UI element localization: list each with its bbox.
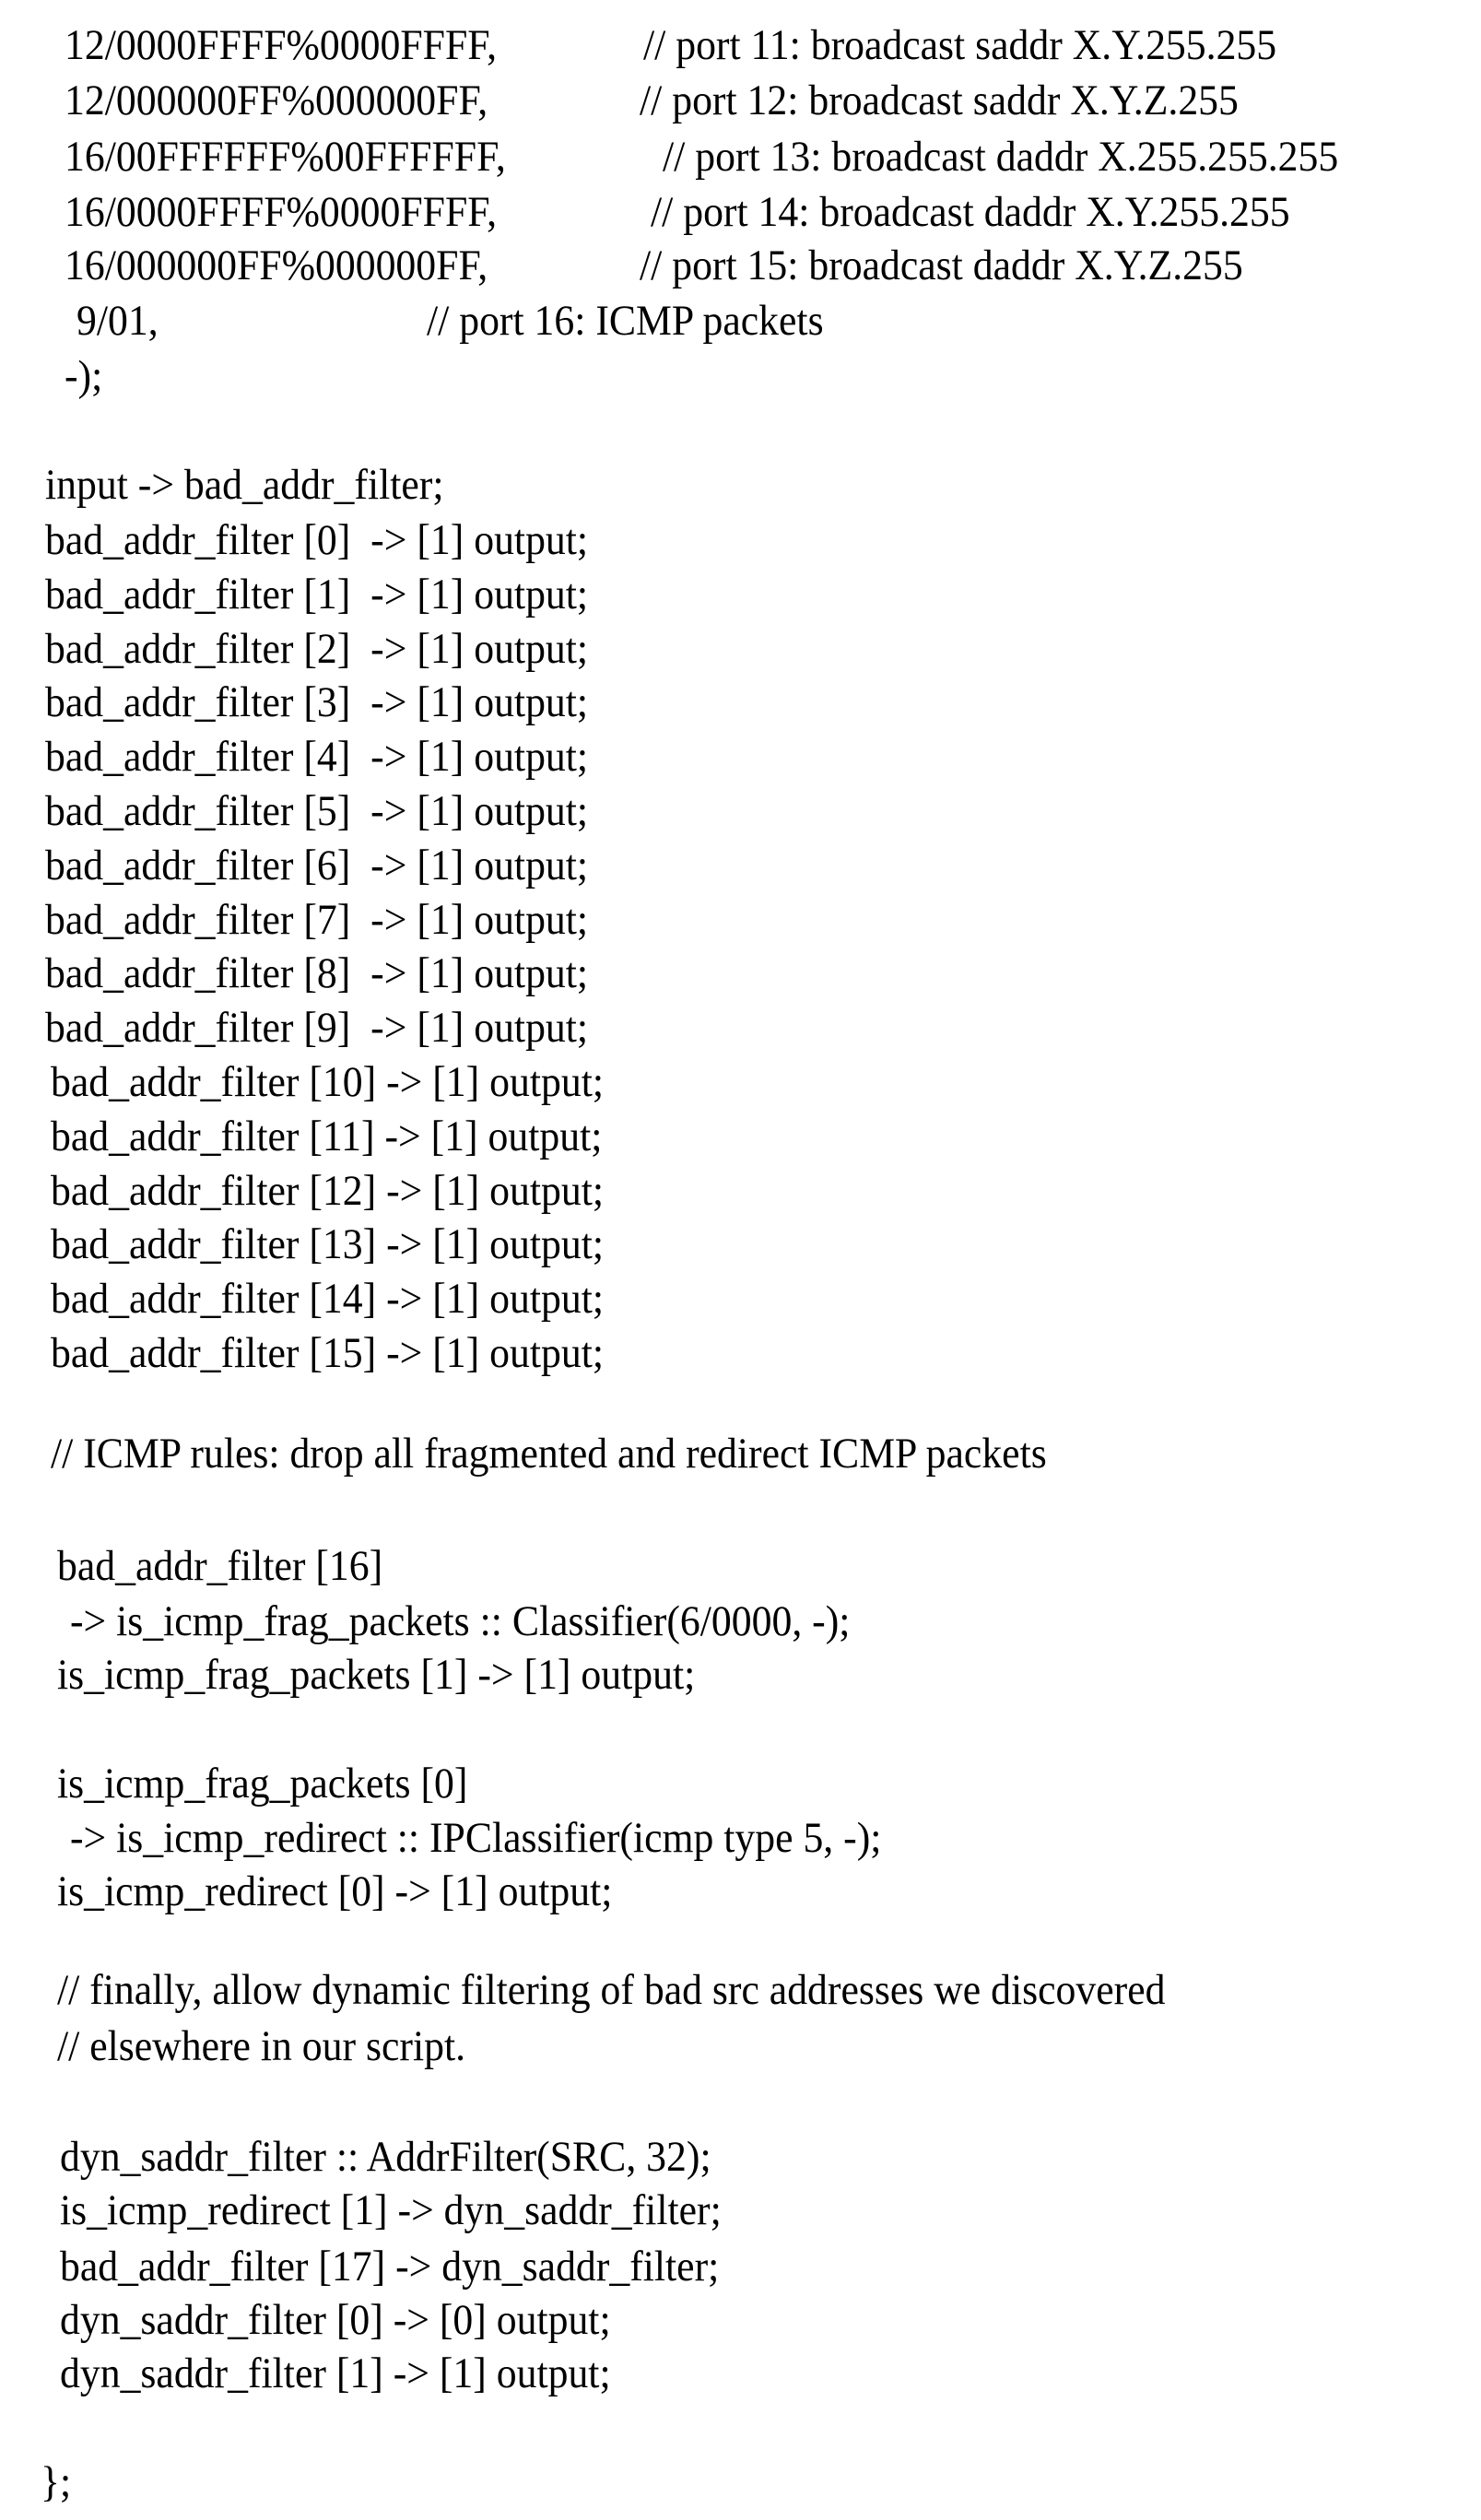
code-comment: // port 13: broadcast daddr X.255.255.255 [663, 131, 1338, 183]
code-line: // ICMP rules: drop all fragmented and redirect ICMP packets [51, 1428, 1047, 1479]
code-line: bad_addr_filter [9] -> [1] output; [45, 1002, 588, 1054]
code-line: bad_addr_filter [12] -> [1] output; [51, 1165, 604, 1217]
code-line: -); [65, 350, 102, 402]
code-line: bad_addr_filter [3] -> [1] output; [45, 677, 588, 728]
code-line: bad_addr_filter [8] -> [1] output; [45, 948, 588, 999]
code-line: bad_addr_filter [4] -> [1] output; [45, 731, 588, 783]
code-line: is_icmp_redirect [1] -> dyn_saddr_filter; [60, 2184, 722, 2236]
code-line: input -> bad_addr_filter; [45, 459, 443, 511]
code-comment: // port 11: broadcast saddr X.Y.255.255 [643, 19, 1276, 71]
code-comment: // port 16: ICMP packets [427, 295, 824, 347]
code-line: bad_addr_filter [6] -> [1] output; [45, 840, 588, 891]
code-line: is_icmp_frag_packets [0] [57, 1758, 467, 1809]
code-text: 16/000000FF%000000FF, [65, 240, 488, 291]
code-line: // elsewhere in our script. [57, 2020, 465, 2072]
code-line: bad_addr_filter [10] -> [1] output; [51, 1056, 604, 1108]
code-text: 16/00FFFFFF%00FFFFFF, [65, 131, 506, 183]
code-line: bad_addr_filter [14] -> [1] output; [51, 1273, 604, 1325]
code-comment: // port 14: broadcast daddr X.Y.255.255 [651, 186, 1290, 238]
code-line: dyn_saddr_filter [1] -> [1] output; [60, 2348, 611, 2399]
code-line: bad_addr_filter [17] -> dyn_saddr_filter; [60, 2241, 719, 2292]
code-line: is_icmp_redirect [0] -> [1] output; [57, 1866, 612, 1917]
code-line: bad_addr_filter [2] -> [1] output; [45, 623, 588, 675]
code-line: dyn_saddr_filter :: AddrFilter(SRC, 32); [60, 2131, 711, 2183]
code-line: bad_addr_filter [16] [57, 1540, 382, 1592]
code-line: -> is_icmp_frag_packets :: Classifier(6/0000, -); [70, 1596, 850, 1647]
code-line: dyn_saddr_filter [0] -> [0] output; [60, 2294, 611, 2346]
code-line: bad_addr_filter [13] -> [1] output; [51, 1219, 604, 1270]
code-text: 16/0000FFFF%0000FFFF, [65, 186, 497, 238]
code-line: -> is_icmp_redirect :: IPClassifier(icmp type 5, -); [70, 1812, 881, 1864]
code-text: 12/000000FF%000000FF, [65, 75, 488, 126]
code-text: 12/0000FFFF%0000FFFF, [65, 19, 497, 71]
code-line: bad_addr_filter [1] -> [1] output; [45, 569, 588, 620]
code-line: bad_addr_filter [15] -> [1] output; [51, 1327, 604, 1379]
code-line: }; [41, 2456, 71, 2508]
code-comment: // port 12: broadcast saddr X.Y.Z.255 [640, 75, 1239, 126]
code-comment: // port 15: broadcast daddr X.Y.Z.255 [640, 240, 1243, 291]
code-line: bad_addr_filter [0] -> [1] output; [45, 514, 588, 566]
code-line: bad_addr_filter [7] -> [1] output; [45, 894, 588, 946]
code-line: bad_addr_filter [11] -> [1] output; [51, 1111, 602, 1162]
code-line: // finally, allow dynamic filtering of bad src addresses we discovered [57, 1964, 1165, 2016]
code-text: 9/01, [76, 295, 159, 347]
code-line: bad_addr_filter [5] -> [1] output; [45, 785, 588, 837]
code-line: is_icmp_frag_packets [1] -> [1] output; [57, 1649, 695, 1701]
